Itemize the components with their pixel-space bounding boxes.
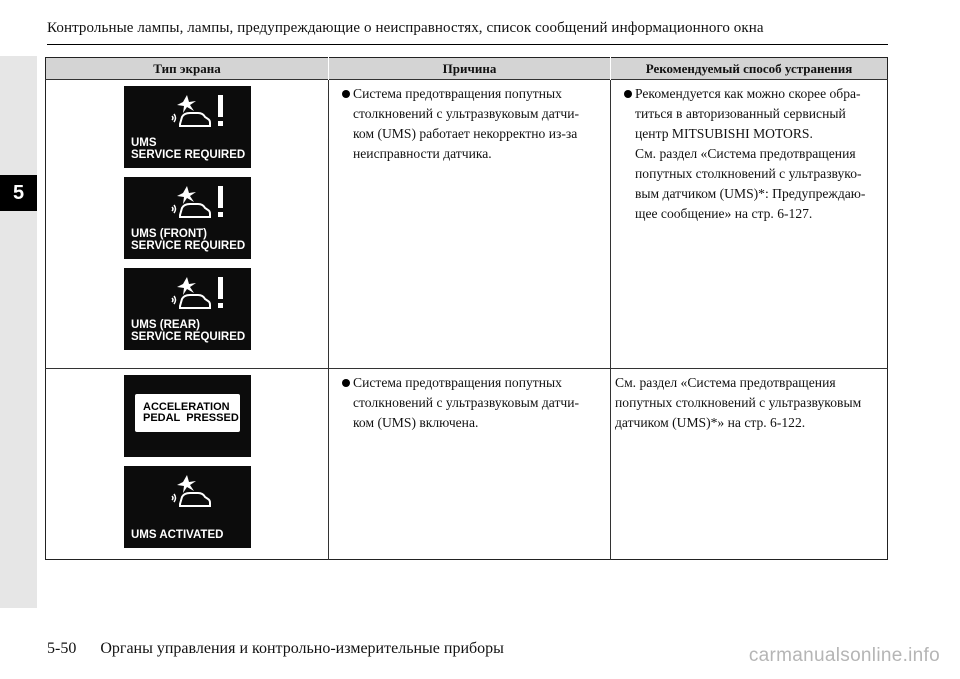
table-row [46, 369, 888, 560]
chapter-number: 5 [0, 175, 37, 211]
remedy-cell [611, 80, 888, 369]
ums-icon [170, 472, 230, 512]
cause-line: неисправности датчика. [353, 146, 492, 161]
remedy-line: титься в авторизованный сервисный [635, 106, 846, 121]
cause-line: Система предотвращения попутных [353, 375, 562, 390]
page-number: 5-50 [47, 640, 77, 657]
cause-line: ком (UMS) включена. [353, 415, 479, 430]
table-row [46, 80, 888, 369]
screen-cell [46, 369, 329, 560]
remedy-line: См. раздел «Система предотвращения [635, 146, 856, 161]
remedy-line: центр MITSUBISHI MOTORS. [635, 126, 813, 141]
watermark: carmanualsonline.info [748, 645, 940, 666]
cause-line: Система предотвращения попутных [353, 86, 562, 101]
cause-cell [329, 369, 611, 560]
remedy-cell [611, 369, 888, 560]
cause-line: столкновений с ультразвуковым датчи- [353, 395, 580, 410]
ums-service-required-screen [124, 86, 251, 168]
screen-label: UMS (FRONT) SERVICE REQUIRED [131, 228, 246, 252]
ums-warning-icon [170, 274, 230, 314]
screen-label: UMS ACTIVATED [131, 529, 224, 541]
screen-label: UMS (REAR) SERVICE REQUIRED [131, 319, 246, 343]
ums-front-service-required-screen [124, 177, 251, 259]
bullet-icon [342, 379, 350, 387]
page-footer [47, 640, 504, 658]
header-screen-type: Тип экрана [46, 58, 329, 80]
acceleration-pedal-pressed-screen [124, 375, 251, 457]
bullet-icon [624, 90, 632, 98]
header-rule [47, 44, 888, 45]
remedy-line: См. раздел «Система предотвращения [615, 375, 836, 390]
chapter-side-tab [0, 56, 37, 608]
remedy-line: вым датчиком (UMS)*: Предупреждаю- [635, 186, 866, 201]
message-table [45, 57, 888, 560]
remedy-line: попутных столкновений с ультразвуковым [615, 395, 862, 410]
remedy-line: попутных столкновений с ультразвуко- [635, 166, 862, 181]
remedy-line: датчиком (UMS)*» на стр. 6-122. [615, 415, 806, 430]
ums-activated-screen [124, 466, 251, 548]
cause-line: столкновений с ультразвуковым датчи- [353, 106, 580, 121]
footer-section-title: Органы управления и контрольно-измерительные приборы [100, 640, 504, 657]
remedy-line: Рекомендуется как можно скорее обра- [635, 86, 861, 101]
ums-warning-icon [170, 92, 230, 132]
header-remedy: Рекомендуемый способ устранения [611, 58, 888, 80]
ums-warning-icon [170, 183, 230, 223]
screen-label: UMS SERVICE REQUIRED [131, 137, 246, 161]
table-header-row [46, 58, 888, 80]
bullet-icon [342, 90, 350, 98]
page-header-title: Контрольные лампы, лампы, предупреждающие о неисправностях, список сообщений информационного окна [47, 20, 764, 36]
cause-cell [329, 80, 611, 369]
screen-cell [46, 80, 329, 369]
message-plate [135, 394, 240, 432]
remedy-line: щее сообщение» на стр. 6-127. [635, 206, 813, 221]
screen-label: ACCELERATION PEDAL PRESSED [143, 401, 239, 424]
ums-rear-service-required-screen [124, 268, 251, 350]
cause-line: ком (UMS) работает некорректно из-за [353, 126, 578, 141]
header-cause: Причина [329, 58, 611, 80]
